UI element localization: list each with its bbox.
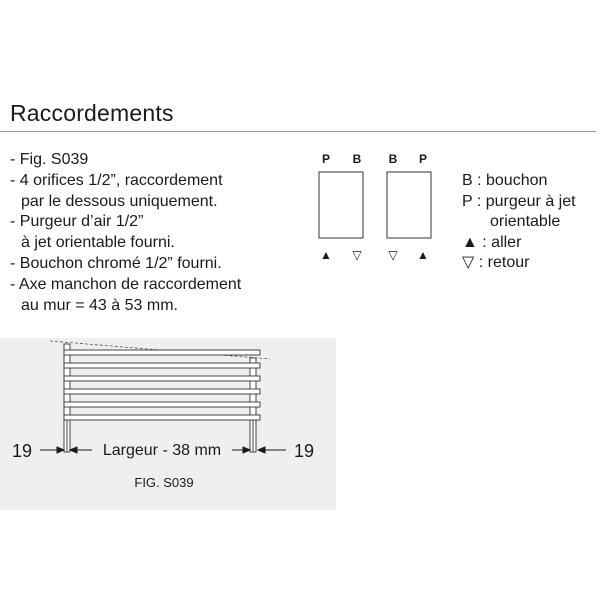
left-aller-icon: ▲: [320, 248, 332, 262]
left-offset-label: 19: [12, 441, 33, 461]
right-label-p: P: [418, 152, 428, 166]
left-label-b: B: [352, 152, 362, 166]
spec-figure: - Fig. S039: [10, 151, 89, 168]
width-label: Largeur - 38 mm: [102, 442, 222, 459]
legend-purgeur-cont: orientable: [490, 213, 561, 230]
page-title: Raccordements: [10, 100, 174, 126]
spec-orifices-cont: par le dessous uniquement.: [21, 192, 218, 210]
right-aller-icon: ▲: [417, 248, 429, 262]
spec-orifices: - 4 orifices 1/2”, raccordement: [10, 171, 223, 189]
legend-bouchon: B : bouchon: [462, 172, 548, 189]
right-label-b: B: [388, 152, 398, 166]
spec-axe-cont: au mur = 43 à 53 mm.: [21, 296, 178, 314]
legend-aller: ▲ : aller: [462, 233, 522, 251]
legend-purgeur: P : purgeur à jet: [462, 192, 576, 210]
right-offset-label: 19: [294, 441, 315, 461]
spec-axe: - Axe manchon de raccordement: [10, 275, 242, 293]
spec-bouchon: - Bouchon chromé 1/2” fourni.: [10, 254, 222, 272]
title-divider: [0, 131, 596, 132]
radiator-side-view: [0, 338, 336, 510]
right-radiator-outline: [387, 172, 431, 238]
legend: [462, 171, 576, 274]
figure-caption: FIG. S039: [134, 475, 194, 490]
left-radiator-outline: [319, 172, 363, 238]
connection-diagram: [308, 146, 458, 266]
legend-retour: ▽ : retour: [462, 254, 530, 271]
spec-purgeur-cont: à jet orientable fourni.: [21, 234, 175, 252]
left-retour-icon: ▽: [352, 248, 362, 262]
horizontal-tubes: [64, 350, 260, 420]
right-retour-icon: ▽: [388, 248, 398, 262]
specs-list: [10, 150, 241, 316]
left-label-p: P: [321, 152, 331, 166]
spec-purgeur: - Purgeur d’air 1/2”: [10, 213, 144, 231]
